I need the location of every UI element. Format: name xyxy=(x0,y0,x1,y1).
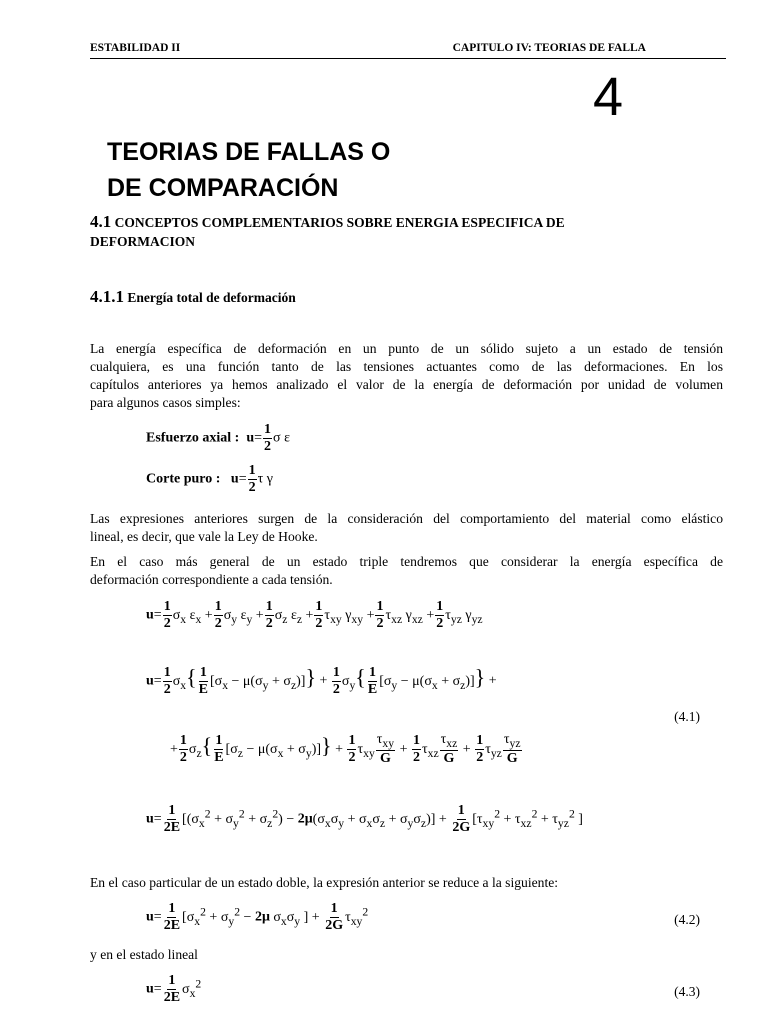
energy-expanded-line1: u= $\frac{1}{2}$ $\sigma_x${ $\frac{1}{E}$ $[\sigma_x - \mu(\sigma_y + \sigma_z)]$} + $\frac{1}{2}$ $\sigma_y${ $\frac{1}{E}$ $[\sigma_y - \mu(\sigma_x + \sigma_z)]$} + xyxy=(146,664,497,697)
equation-number-4-2: (4.2) xyxy=(674,912,700,927)
section-title-line1: CONCEPTOS COMPLEMENTARIOS SOBRE ENERGIA ESPECIFICA DE xyxy=(114,215,565,230)
shear-label: Corte puro : xyxy=(146,471,221,487)
uniaxial-equation: u= $\frac{1}{2E}$ $\sigma_x^2$ xyxy=(146,973,202,1005)
paragraph-1-line: cualquiera, es una función tanto de las tensiones actuantes como de las deformaciones. En los xyxy=(90,359,723,374)
paragraph-1-line: para algunos casos simples: xyxy=(90,395,241,410)
paragraph-2-line: lineal, es decir, que vale la Ley de Hooke. xyxy=(90,529,318,544)
subsection-heading xyxy=(90,287,730,307)
shear-equation: Corte puro : u= $\frac{1}{2}$ τ γ xyxy=(146,463,273,495)
paragraph-3 xyxy=(90,553,723,589)
subsection-number: 4.1.1 xyxy=(90,287,124,306)
chapter-title-line1: TEORIAS DE FALLAS O xyxy=(107,138,391,166)
paragraph-1 xyxy=(90,340,723,412)
paragraph-2-line: Las expresiones anteriores surgen de la consideración del comportamiento del material como elástico xyxy=(90,511,723,526)
biaxial-equation: u= $\frac{1}{2E}$ [$\sigma_x^2 + \sigma_y^2 - 2\mu$ $\sigma_x\sigma_y$ ] + $\frac{1}{2G}$ $\tau_{xy}^2$ xyxy=(146,901,369,933)
energy-expanded-line2: + $\frac{1}{2}$ $\sigma_z${ $\frac{1}{E}$ $[\sigma_z - \mu(\sigma_x + \sigma_y)]$} + $\frac{1}{2}$ $\tau_{xy}$ $\tau_{xy}$ G + $\frac{1}{2}$ $\tau_{xz}$ $\tau_{xz}$ G + $\frac{1}{2}$ $\tau_{yz}$ $\tau_{yz}$ G xyxy=(170,732,521,767)
paragraph-2 xyxy=(90,510,723,546)
header-right: CAPITULO IV: TEORIAS DE FALLA xyxy=(452,42,646,54)
equation-number-4-3: (4.3) xyxy=(674,984,700,999)
section-number: 4.1 xyxy=(90,212,112,231)
energy-sum-equation: u= $\frac{1}{2}$ $\sigma_x$ $\varepsilon_x$ + $\frac{1}{2}$ $\sigma_y$ $\varepsilon_y$ + $\frac{1}{2}$ $\sigma_z$ $\varepsilon_z$ + $\frac{1}{2}$ $\tau_{xy}$ $\gamma_{xy}$ + $\frac{1}{2}$ $\tau_{xz}$ $\gamma_{xz}$ + $\frac{1}{2}$ $\tau_{yz}$ $\gamma_{yz}$ xyxy=(146,599,483,631)
chapter-title-line2: DE COMPARACIÓN xyxy=(107,174,339,202)
header-left: ESTABILIDAD II xyxy=(90,42,181,54)
paragraph-5-line: y en el estado lineal xyxy=(90,947,198,962)
energy-compact-equation: u= $\frac{1}{2E}$ $[(\sigma_x^2 + \sigma_y^2 + \sigma_z^2) - 2\mu(\sigma_x\sigma_y + \sigma_x\sigma_z + \sigma_y\sigma_z)]$ + $\frac{1}{2G}$ [$\tau_{xy}^2 + \tau_{xz}^2 + \tau_{yz}^2$ ] xyxy=(146,803,583,835)
paragraph-3-line: En el caso más general de un estado triple tendremos que considerar la energía específica de xyxy=(90,554,723,569)
paragraph-4 xyxy=(90,874,723,892)
paragraph-3-line: deformación correspondiente a cada tensión. xyxy=(90,572,333,587)
subsection-title: Energía total de deformación xyxy=(127,290,296,305)
equation-number-4-1: (4.1) xyxy=(674,709,700,724)
section-heading xyxy=(90,212,730,251)
header-rule xyxy=(90,58,726,59)
paragraph-4-line: En el caso particular de un estado doble, la expresión anterior se reduce a la siguiente: xyxy=(90,875,559,890)
chapter-number: 4 xyxy=(592,67,623,127)
paragraph-1-line: La energía específica de deformación en un punto de un sólido sujeto a un estado de tensión xyxy=(90,341,723,356)
paragraph-5 xyxy=(90,946,723,964)
axial-equation: Esfuerzo axial : u= $\frac{1}{2}$ σ ε xyxy=(146,422,290,454)
section-title-line2: DEFORMACION xyxy=(90,234,195,249)
axial-label: Esfuerzo axial : xyxy=(146,430,240,446)
paragraph-1-line: capítulos anteriores ya hemos analizado el valor de la energía de deformación por unidad de volumen xyxy=(90,377,723,392)
